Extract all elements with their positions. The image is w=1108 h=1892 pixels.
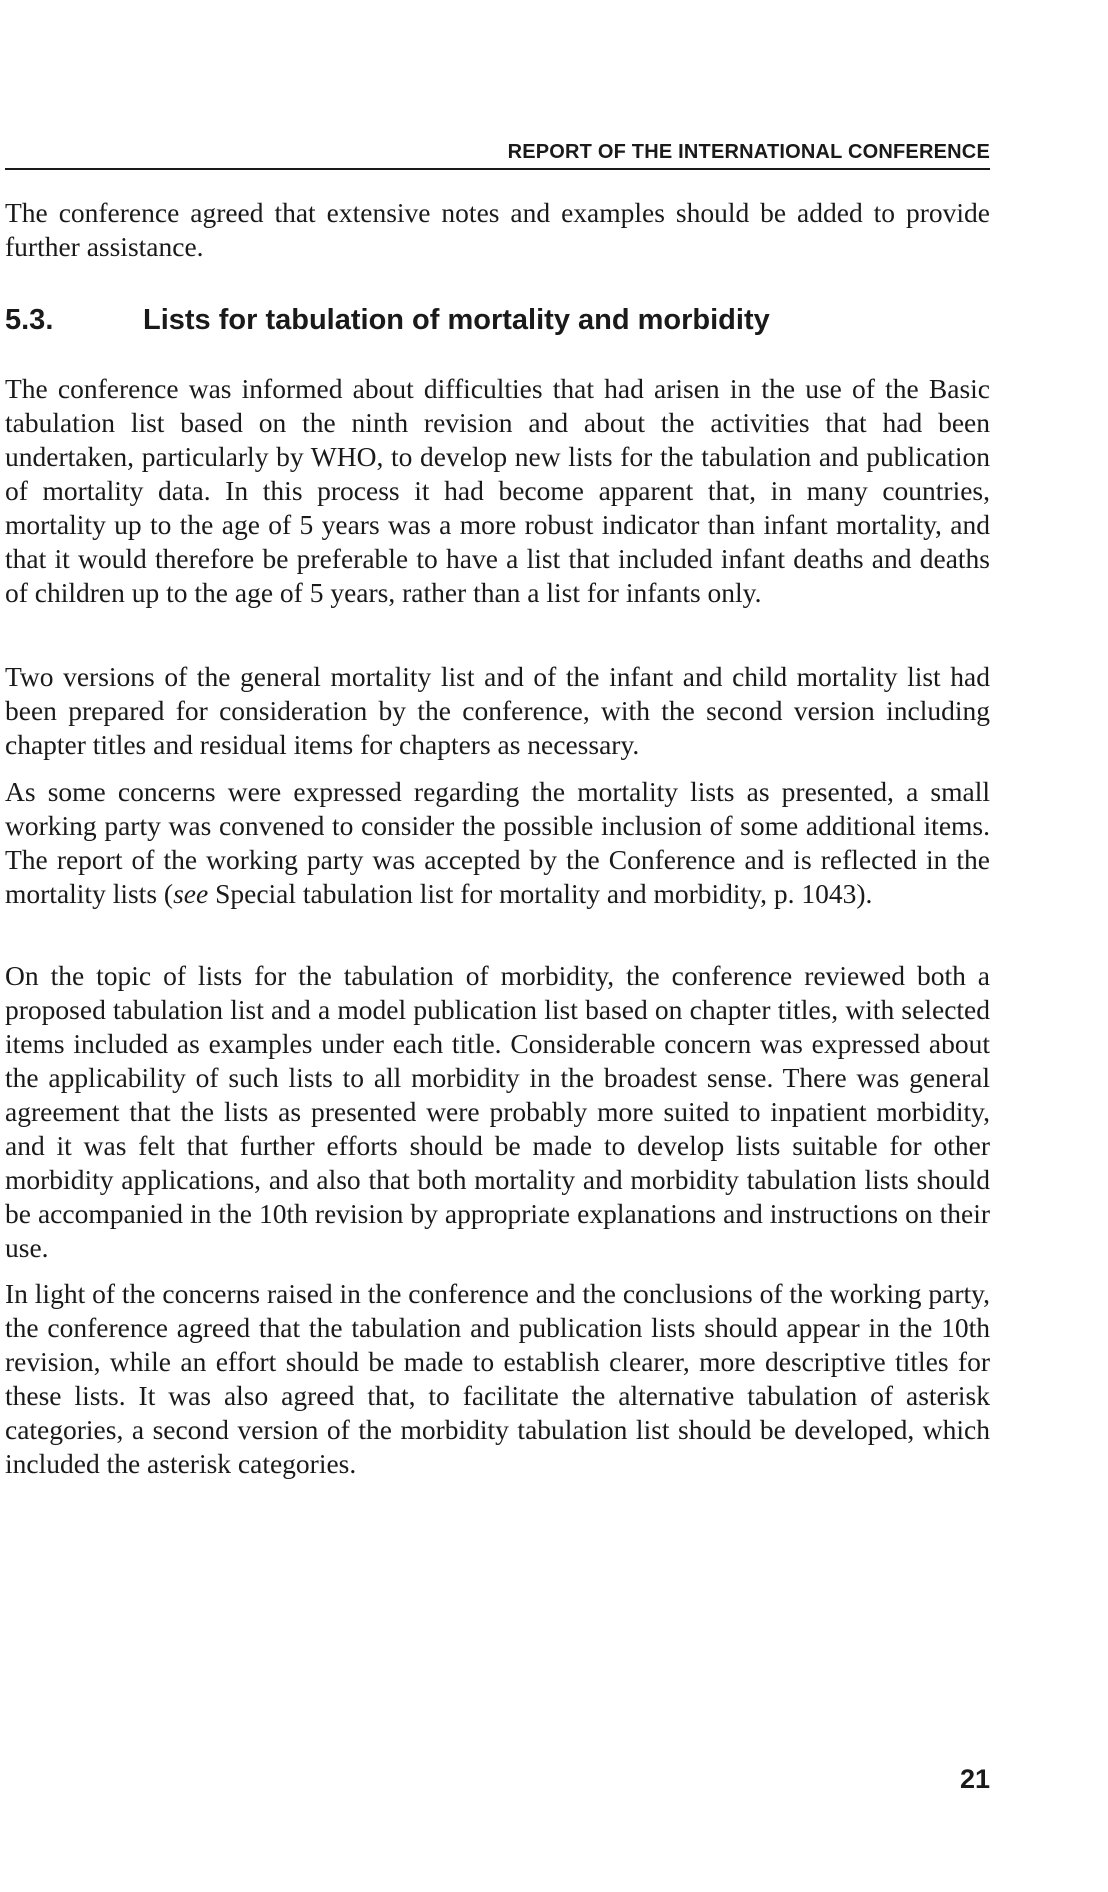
paragraph-working-party-text-1: As some concerns were expressed regarding the mortality lists as presented, a small working party was convened to consider the possible inclusion of some additional items. The report of the working party was accepted by the Conference and is reflected in the mortality lists ( — [5, 776, 990, 909]
running-header: REPORT OF THE INTERNATIONAL CONFERENCE — [507, 141, 990, 163]
paragraph-mortality-difficulties: The conference was informed about difficulties that had arisen in the use of the Basic tabulation list based on the ninth revision and about the activities that had been undertaken, particularly by WHO, to develop new lists for the tabulation and publication of mortality data. In this process it had become apparent that, in many countries, mortality up to the age of 5 years was a more robust indicator than infant mortality, and that it would therefore be preferable to have a list that included infant deaths and deaths of children up to the age of 5 years, rather than a list for infants only. — [5, 373, 990, 608]
header-rule — [5, 168, 990, 170]
paragraph-working-party — [5, 775, 990, 911]
paragraph-working-party-italic: see — [173, 878, 209, 909]
page-number: 21 — [959, 1764, 990, 1794]
section-number: 5.3. — [5, 304, 54, 336]
section-title: Lists for tabulation of mortality and morbidity — [143, 304, 770, 336]
paragraph-working-party-text-2: Special tabulation list for mortality and morbidity, p. 1043). — [208, 878, 873, 909]
section-heading — [5, 302, 990, 338]
paragraph-conclusions: In light of the concerns raised in the conference and the conclusions of the working party, the conference agreed that the tabulation and publication lists should appear in the 10th revision, while an effort should be made to establish clearer, more descriptive titles for these lists. It was also agreed that, to facilitate the alternative tabulation of asterisk categories, a second version of the morbidity tabulation list should be developed, which included the asterisk categories. — [5, 1278, 990, 1479]
paragraph-two-versions: Two versions of the general mortality list and of the infant and child mortality list had been prepared for consideration by the conference, with the second version including chapter titles and residual items for chapters as necessary. — [5, 661, 990, 760]
paragraph-morbidity-lists: On the topic of lists for the tabulation of morbidity, the conference reviewed both a proposed tabulation list and a model publication list based on chapter titles, with selected items included as examples under each title. Considerable concern was expressed about the applicability of such lists to all morbidity in the broadest sense. There was general agreement that the lists as presented were probably more suited to inpatient morbidity, and it was felt that further efforts should be made to develop lists suitable for other morbidity applications, and also that both mortality and morbidity tabulation lists should be accompanied in the 10th revision by appropriate explanations and instructions on their use. — [5, 960, 990, 1263]
intro-paragraph: The conference agreed that extensive notes and examples should be added to provide further assistance. — [5, 197, 990, 262]
